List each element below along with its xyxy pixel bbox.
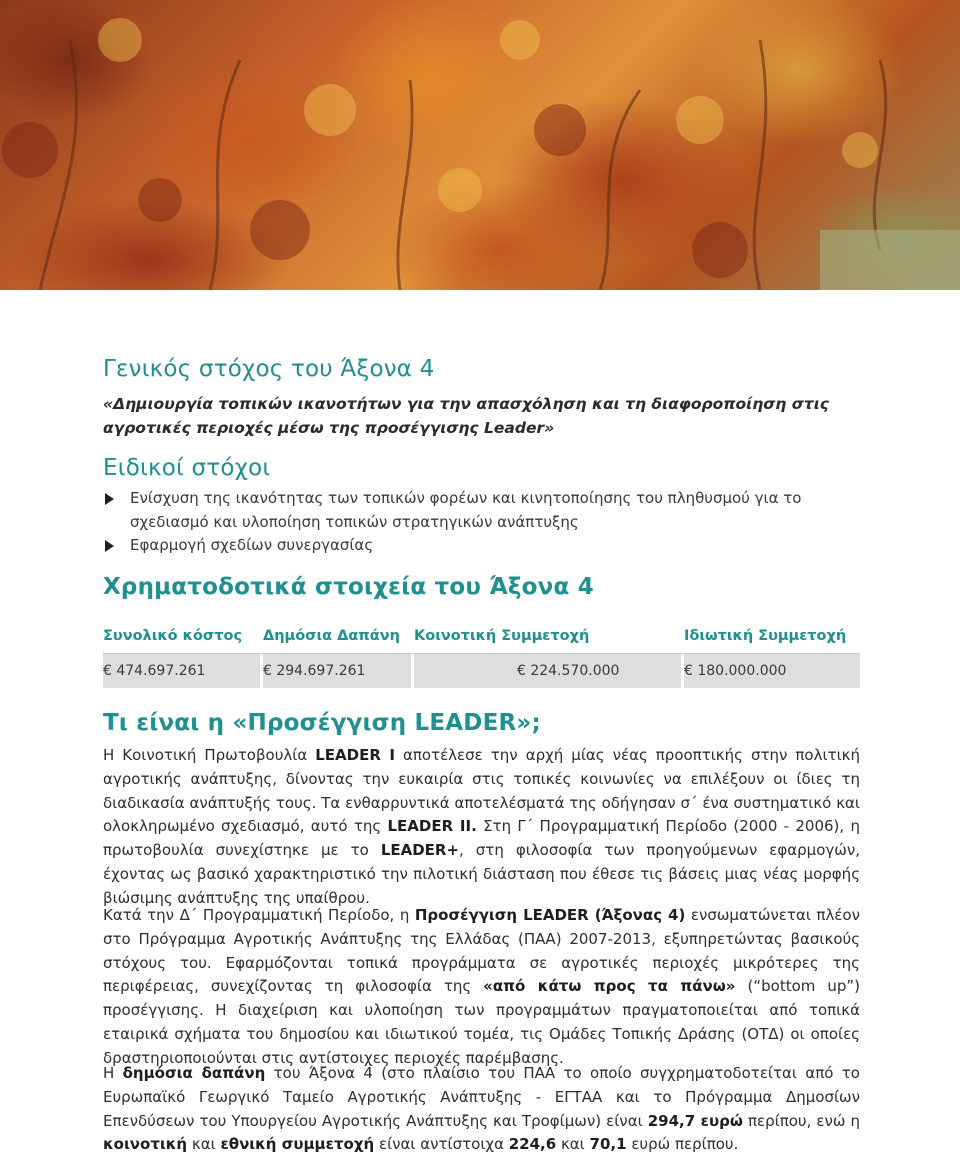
list-item (103, 487, 860, 534)
text-run: Στη Γ΄ Προγραμματική Περίοδο (2000 - 2006), η πρωτοβουλία συνεχίστηκε με το (103, 817, 860, 860)
general-goal-text: «Δημιουργία τοπικών ικανοτήτων για την απασχόληση και τη διαφοροποίηση στις αγροτικές περιοχές μέσω της προσέγγισης Leader» (103, 395, 829, 437)
financial-heading: Χρηματοδοτικά στοιχεία του Άξονα 4 (103, 574, 594, 600)
specific-goal-2: Εφαρμογή σχεδίων συνεργασίας (130, 536, 374, 554)
table-row (103, 654, 860, 688)
leader-heading: Τι είναι η «Προσέγγιση LEADER»; (103, 710, 541, 736)
autumn-foliage-photo (0, 0, 960, 290)
text-bold: 70,1 (589, 1135, 627, 1154)
text-bold: δημόσια δαπάνη (122, 1064, 266, 1082)
text-run: ενσωματώνεται πλέον στο Πρόγραμμα Αγροτικής Ανάπτυξης της Ελλάδας (ΠΑΑ) 2007-2013, εξυπηρετώντας βασικούς στόχους του. Εφαρμόζονται τοπικά προγράμματα σε αγροτικές περιοχές μικρότερες της περιφέρειας, συνεχίζοντας τη φιλοσοφία της (103, 906, 860, 996)
text-bold: LEADER II. (387, 817, 477, 836)
list-item (103, 534, 860, 558)
paragraph-leader-history (103, 744, 860, 911)
text-run: ευρώ περίπου. (626, 1135, 739, 1154)
text-run: και (556, 1135, 590, 1154)
specific-goal-1: Ενίσχυση της ικανότητας των τοπικών φορέων και κινητοποίησης του πληθυσμού για το σχεδιασμό και υλοποίηση τοπικών στρατηγικών ανάπτυξης (130, 489, 802, 531)
text-run: , στη φιλοσοφία των προηγούμενων εφαρμογών, έχοντας ως βασικό χαρακτηριστικό την πιλοτική διάσταση που έθεσε τις βάσεις μιας νέας μορφής βιώσιμης ανάπτυξης της υπαίθρου. (103, 841, 860, 907)
text-bold: 294,7 ευρώ (647, 1111, 743, 1130)
paragraph-public-expenditure (103, 1062, 860, 1157)
text-run: του Άξονα 4 (στο πλαίσιο του ΠΑΑ το οποίο συγχρηματοδοτείται από το Ευρωπαϊκό Γεωργικό Ταμείο Αγροτικής Ανάπτυξης - ΕΓΤΑΑ και το Πρόγραμμα Δημοσίων Επενδύσεων του Υπουργείου Αγροτικής Ανάπτυξης και Τροφίμων) είναι (103, 1064, 860, 1130)
header-community-participation: Κοινοτική Συμμετοχή (414, 619, 684, 654)
table-header-row (103, 619, 860, 654)
text-run: Η (103, 1064, 123, 1082)
text-run: (“bottom up”) προσέγγισης. Η διαχείριση και υλοποίηση των προγραμμάτων πραγματοποιείται από τοπικά εταιρικά σχήματα του δημοσίου και ιδιωτικού τομέα, τις Ομάδες Τοπικής Δράσης (ΟΤΔ) οι οποίες δραστηριοποιούνται στις αντίστοιχες περιοχές παρέμβασης. (103, 977, 861, 1067)
financial-table (103, 619, 860, 688)
text-run: περίπου, ενώ η (742, 1111, 860, 1130)
text-bold: LEADER+ (380, 841, 460, 860)
value-public-expenditure: € 294.697.261 (263, 654, 414, 688)
bullet-arrow-icon (105, 493, 114, 505)
value-private-participation: € 180.000.000 (684, 654, 860, 688)
general-goal-heading: Γενικός στόχος του Άξονα 4 (103, 356, 435, 382)
foliage-texture (0, 0, 960, 290)
value-community-participation: € 224.570.000 (414, 654, 684, 688)
header-private-participation: Ιδιωτική Συμμετοχή (684, 619, 860, 654)
specific-goals-heading: Ειδικοί στόχοι (103, 455, 271, 481)
header-total-cost: Συνολικό κόστος (103, 619, 263, 654)
value-total-cost: € 474.697.261 (103, 654, 263, 688)
text-bold: Προσέγγιση LEADER (Άξονας 4) (414, 906, 686, 924)
text-bold: κοινοτική (103, 1135, 188, 1154)
paragraph-leader-period (103, 904, 860, 1071)
specific-goals-list (103, 487, 860, 558)
text-run: και (187, 1135, 221, 1154)
header-public-expenditure: Δημόσια Δαπάνη (263, 619, 414, 654)
text-bold: 224,6 (508, 1135, 557, 1154)
text-bold: LEADER I (315, 746, 395, 764)
text-bold: «από κάτω προς τα πάνω» (483, 977, 736, 996)
text-run: είναι αντίστοιχα (374, 1135, 509, 1154)
text-bold: εθνική συμμετοχή (220, 1135, 375, 1154)
text-run: αποτέλεσε την αρχή μίας νέας προοπτικής στην πολιτική αγροτικής ανάπτυξης, δίνοντας την ευκαιρία στις τοπικές κοινωνίες να επιλέξουν οι ίδιες τη διαδικασία ανάπτυξής τους. Τα ενθαρρυντικά αποτελέσματά της οδήγησαν σ΄ ένα συστηματικό και ολοκληρωμένο σχεδιασμό, αυτό της (103, 746, 860, 836)
text-run: Κατά την Δ΄ Προγραμματική Περίοδο, η (103, 906, 415, 924)
text-run: Η Κοινοτική Πρωτοβουλία (103, 746, 316, 764)
bullet-arrow-icon (105, 540, 114, 552)
